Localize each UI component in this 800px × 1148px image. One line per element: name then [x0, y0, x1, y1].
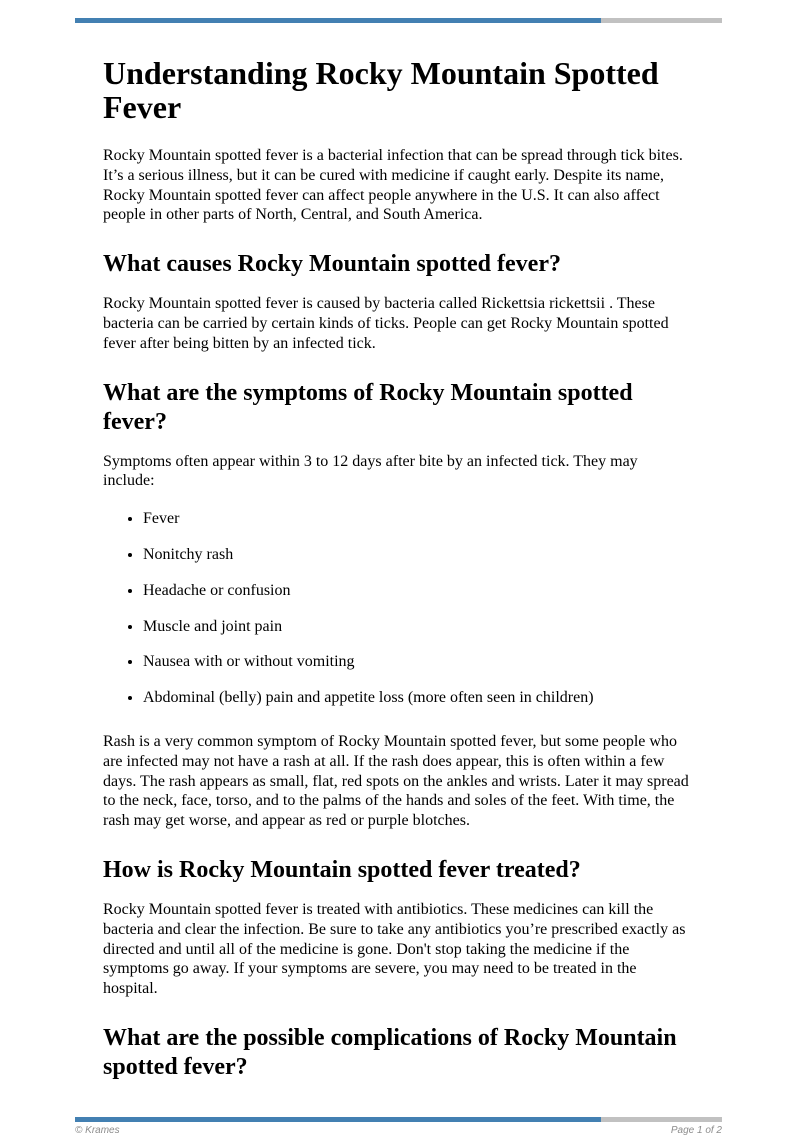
section-heading-complications: What are the possible complications of Rocky Mountain spotted fever?	[103, 1024, 677, 1080]
page-footer	[75, 1117, 722, 1136]
top-rule-blue-segment	[75, 18, 601, 23]
top-rule-gray-segment	[601, 18, 722, 23]
section-heading-symptoms: What are the symptoms of Rocky Mountain spotted fever?	[103, 379, 633, 435]
footer-meta	[75, 1125, 722, 1136]
page-title: Understanding Rocky Mountain Spotted Fever	[103, 55, 659, 125]
footer-rule-blue-segment	[75, 1117, 601, 1122]
document-body	[103, 56, 691, 1082]
bullet-item: • Nausea with or without vomiting	[143, 652, 691, 672]
bullet-item: • Muscle and joint pain	[143, 617, 691, 637]
page-number: Page 1 of 2	[670, 1125, 722, 1136]
copyright-text: © Krames	[75, 1125, 120, 1136]
top-rule	[75, 18, 722, 23]
causes-paragraph: Rocky Mountain spotted fever is caused by bacteria called Rickettsia rickettsii . These bacteria can be carried by certain kinds of ticks. People can get Rocky Mountain spotted fever after being bitten by an infected tick.	[103, 295, 669, 352]
treatment-paragraph: Rocky Mountain spotted fever is treated with antibiotics. These medicines can kill the bacteria and clear the infection. Be sure to take any antibiotics you’re prescribed exactly as directed and until all of the medicine is gone. Don't stop taking the medicine if the symptoms go away. If your symptoms are severe, you may need to be treated in the hospital.	[103, 900, 686, 998]
footer-rule-gray-segment	[601, 1117, 722, 1122]
bullet-item: • Abdominal (belly) pain and appetite loss (more often seen in children)	[143, 688, 691, 708]
footer-rule	[75, 1117, 722, 1122]
rash-paragraph: Rash is a very common symptom of Rocky Mountain spotted fever, but some people who are infected may not have a rash at all. If the rash does appear, this is often within a few days. The rash appears as small, flat, red spots on the ankles and wrists. Later it may spread to the neck, face, torso, and to the palms of the hands and soles of the feet. With time, the rash may get worse, and appear as red or purple blotches.	[103, 732, 689, 830]
bullet-item: • Headache or confusion	[143, 581, 691, 601]
intro-paragraph: Rocky Mountain spotted fever is a bacterial infection that can be spread through tick bites. It’s a serious illness, but it can be cured with medicine if caught early. Despite its name, Rocky Mountain spotted fever can affect people anywhere in the U.S. It can also affect people in other parts of North, Central, and South America.	[103, 147, 683, 224]
symptom-list	[103, 509, 691, 708]
bullet-item: • Nonitchy rash	[143, 545, 691, 565]
section-heading-causes: What causes Rocky Mountain spotted fever?	[103, 251, 561, 278]
bullet-item: • Fever	[143, 509, 691, 529]
section-heading-treatment: How is Rocky Mountain spotted fever treated?	[103, 856, 581, 883]
symptoms-paragraph: Symptoms often appear within 3 to 12 days after bite by an infected tick. They may include:	[103, 452, 638, 490]
